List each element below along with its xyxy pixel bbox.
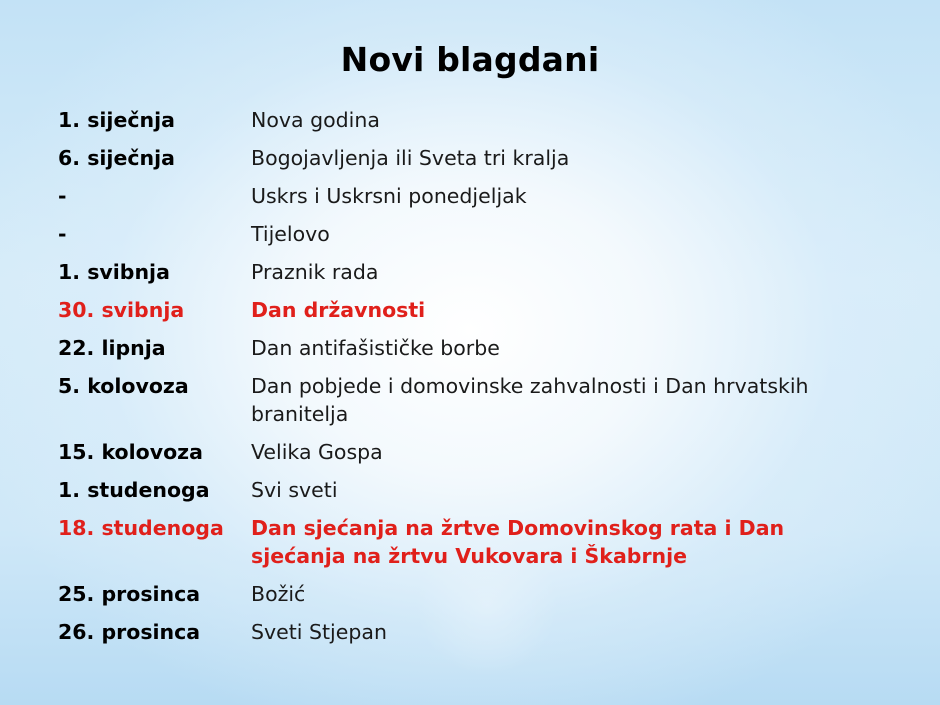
holiday-name: Sveti Stjepan <box>251 620 387 644</box>
holiday-name: Uskrs i Uskrsni ponedjeljak <box>251 184 527 208</box>
holiday-name: Bogojavljenja ili Sveta tri kralja <box>251 146 570 170</box>
holiday-name: Dan antifašističke borbe <box>251 336 500 360</box>
holiday-name: Dan sjećanja na žrtve Domovinskog rata i Dan sjećanja na žrtvu Vukovara i Škabrnje <box>251 516 785 568</box>
holiday-date: 25. prosinca <box>58 582 201 606</box>
holiday-row <box>58 618 888 656</box>
holiday-date: 30. svibnja <box>58 298 185 322</box>
holiday-name: Tijelovo <box>251 222 330 246</box>
holiday-name: Nova godina <box>251 108 380 132</box>
holiday-row <box>58 580 888 618</box>
holiday-row <box>58 296 888 334</box>
holiday-table <box>58 106 888 656</box>
holiday-date: 18. studenoga <box>58 516 224 540</box>
holiday-name: Praznik rada <box>251 260 379 284</box>
holiday-row <box>58 220 888 258</box>
holiday-date: 6. siječnja <box>58 146 175 170</box>
holiday-name: Dan pobjede i domovinske zahvalnosti i Dan hrvatskih branitelja <box>251 374 809 426</box>
holiday-date: 1. studenoga <box>58 478 210 502</box>
slide-title: Novi blagdani <box>340 40 600 79</box>
holiday-name: Svi sveti <box>251 478 338 502</box>
holiday-date: 1. svibnja <box>58 260 170 284</box>
holiday-row <box>58 334 888 372</box>
holiday-row <box>58 514 888 580</box>
holiday-date: 15. kolovoza <box>58 440 203 464</box>
holiday-name: Velika Gospa <box>251 440 383 464</box>
holiday-row <box>58 258 888 296</box>
holiday-name: Božić <box>251 582 306 606</box>
holiday-date: 22. lipnja <box>58 336 166 360</box>
holiday-name: Dan državnosti <box>251 298 426 322</box>
holiday-row <box>58 144 888 182</box>
holiday-row <box>58 372 888 438</box>
holiday-date: - <box>58 184 67 208</box>
holiday-row <box>58 476 888 514</box>
holiday-row <box>58 106 888 144</box>
holiday-date: 5. kolovoza <box>58 374 189 398</box>
holiday-date: - <box>58 222 67 246</box>
holiday-row <box>58 182 888 220</box>
holiday-date: 1. siječnja <box>58 108 175 132</box>
holiday-date: 26. prosinca <box>58 620 201 644</box>
holiday-row <box>58 438 888 476</box>
